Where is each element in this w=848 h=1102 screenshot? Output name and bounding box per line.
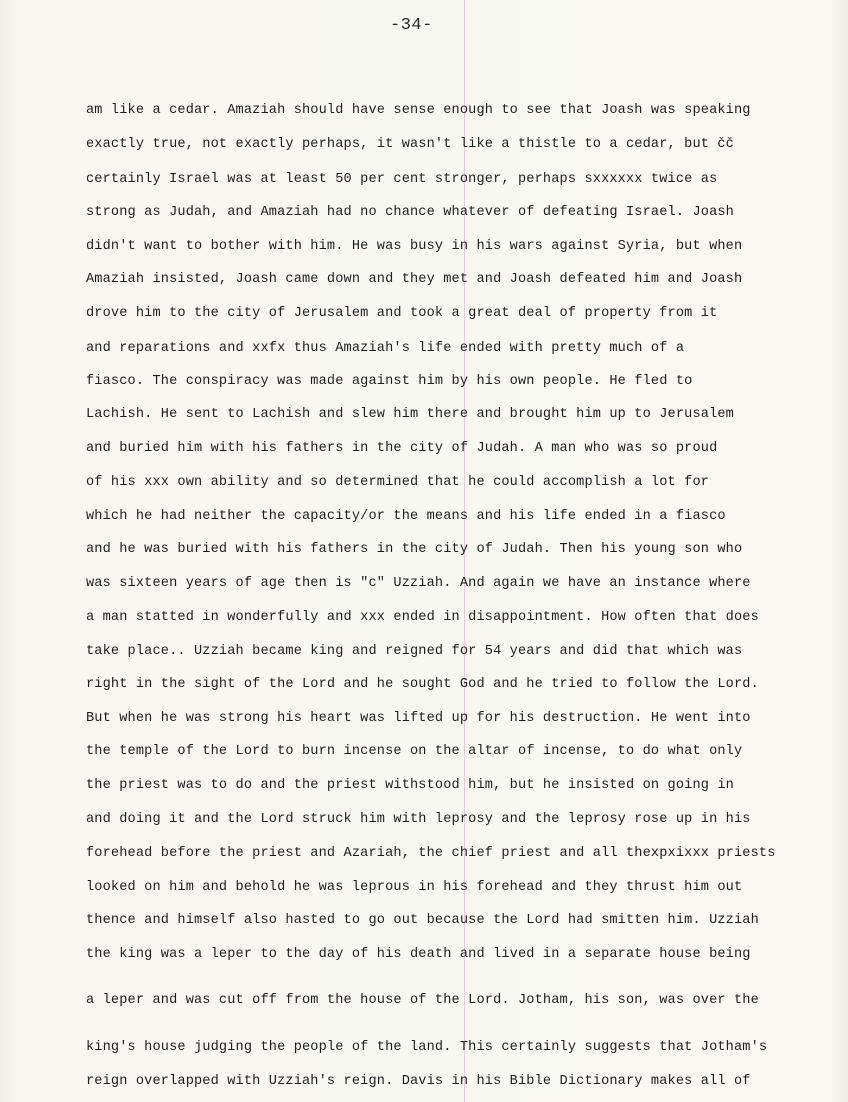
text-line: king's house judging the people of the land. This certainly suggests that Jotham's xyxy=(86,1040,768,1055)
text-line: a leper and was cut off from the house of the Lord. Jotham, his son, was over the xyxy=(86,993,759,1008)
text-line: and doing it and the Lord struck him with leprosy and the leprosy rose up in his xyxy=(86,812,751,827)
text-line: fiasco. The conspiracy was made against him by his own people. He fled to xyxy=(86,374,693,389)
text-line: drove him to the city of Jerusalem and took a great deal of property from it xyxy=(86,306,718,321)
text-line: exactly true, not exactly perhaps, it wasn't like a thistle to a cedar, but čč xyxy=(86,137,734,152)
text-line: am like a cedar. Amaziah should have sense enough to see that Joash was speaking xyxy=(86,103,751,118)
text-line: certainly Israel was at least 50 per cent stronger, perhaps sxxxxxx twice as xyxy=(86,172,718,187)
text-line: and he was buried with his fathers in the city of Judah. Then his young son who xyxy=(86,542,743,557)
text-line: forehead before the priest and Azariah, the chief priest and all thexpxixxx priests xyxy=(86,846,776,861)
text-line: the king was a leper to the day of his death and lived in a separate house being xyxy=(86,947,751,962)
text-line: But when he was strong his heart was lifted up for his destruction. He went into xyxy=(86,711,751,726)
text-line: Amaziah insisted, Joash came down and they met and Joash defeated him and Joash xyxy=(86,272,743,287)
text-line: which he had neither the capacity/or the means and his life ended in a fiasco xyxy=(86,509,726,524)
text-line: Lachish. He sent to Lachish and slew him there and brought him up to Jerusalem xyxy=(86,407,734,422)
text-line: and reparations and xxfx thus Amaziah's life ended with pretty much of a xyxy=(86,341,685,356)
text-line: the temple of the Lord to burn incense on the altar of incense, to do what only xyxy=(86,744,743,759)
text-line: take place.. Uzziah became king and reigned for 54 years and did that which was xyxy=(86,644,743,659)
text-line: and buried him with his fathers in the city of Judah. A man who was so proud xyxy=(86,441,718,456)
text-line: reign overlapped with Uzziah's reign. Davis in his Bible Dictionary makes all of xyxy=(86,1074,751,1089)
page-number: -34- xyxy=(390,16,433,35)
text-line: didn't want to bother with him. He was busy in his wars against Syria, but when xyxy=(86,239,743,254)
text-line: looked on him and behold he was leprous in his forehead and they thrust him out xyxy=(86,880,743,895)
text-line: strong as Judah, and Amaziah had no chance whatever of defeating Israel. Joash xyxy=(86,205,734,220)
text-line: was sixteen years of age then is "c" Uzziah. And again we have an instance where xyxy=(86,576,751,591)
text-line: right in the sight of the Lord and he sought God and he tried to follow the Lord. xyxy=(86,677,759,692)
text-line: the priest was to do and the priest withstood him, but he insisted on going in xyxy=(86,778,734,793)
text-line: of his xxx own ability and so determined that he could accomplish a lot for xyxy=(86,475,710,490)
text-line: thence and himself also hasted to go out because the Lord had smitten him. Uzziah xyxy=(86,913,759,928)
text-line: a man statted in wonderfully and xxx ended in disappointment. How often that does xyxy=(86,610,759,625)
